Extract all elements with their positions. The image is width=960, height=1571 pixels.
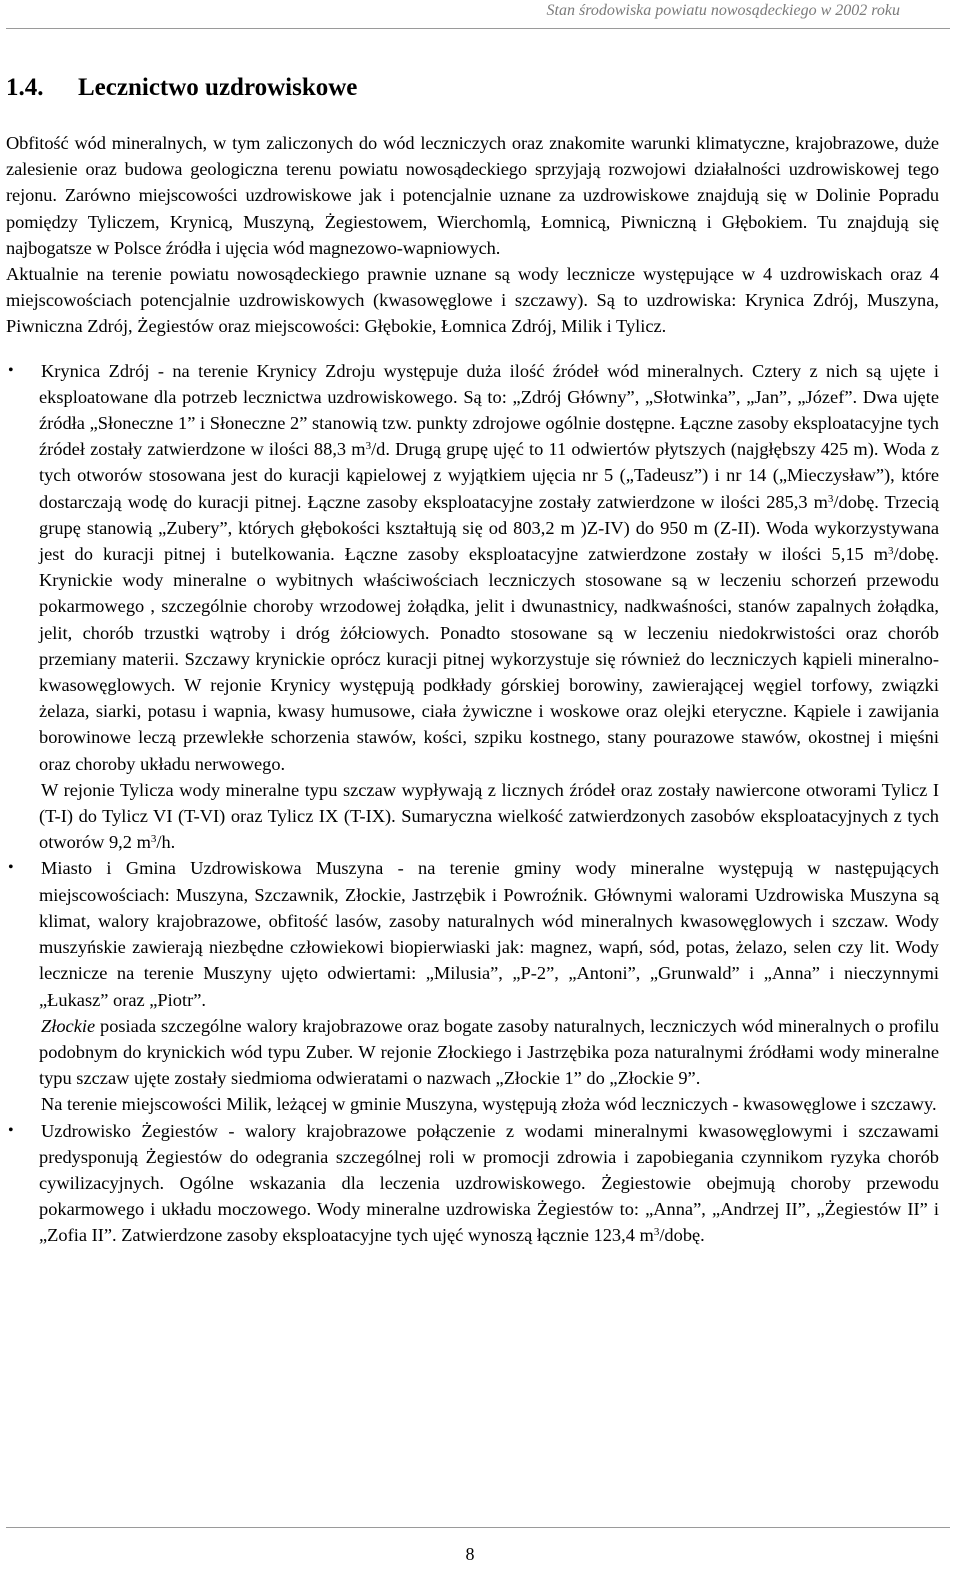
page-number: 8	[465, 1544, 475, 1564]
running-header: Stan środowiska powiatu nowosądeckiego w 2002 roku	[546, 2, 900, 19]
section-number: 1.4.	[6, 74, 44, 101]
intro-paragraph-1: Obfitość wód mineralnych, w tym zaliczonych do wód leczniczych oraz znakomite warunki klimatyczne, krajobrazowe, duże zalesienie oraz budowa geologiczna terenu powiatu nowosądeckiego sprzyjają rozwojowi działalności uzdrowiskowej tego rejonu. Zarówno miejscowości uzdrowiskowe jak i potencjalnie uznane za uzdrowiskowe znajdują się w Dolinie Popradu pomiędzy Tyliczem, Krynicą, Muszyną, Żegiestowem, Wierchomlą, Łomnicą, Piwniczną i Głębokiem. Tu znajdują się najbogatsze w Polsce źródła i ujęcia wód magnezowo-wapniowych.	[6, 133, 939, 258]
bullet-icon: •	[8, 361, 14, 379]
spa-list	[6, 358, 939, 1249]
bullet-icon: •	[8, 859, 14, 877]
zegiestow-paragraph: Uzdrowisko Żegiestów - walory krajobrazowe połączenie z wodami mineralnymi kwasowęglowymi i szczawami predysponują Żegiestów do odegrania szczególnej roli w promocji zdrowia i zapobiegania czynnikom ryzyka chorób cywilizacyjnych. Ogólne wskazania dla leczenia uzdrowiskowego. Żegiestowie obejmują choroby przewodu pokarmowego i układu moczowego. Wody mineralne uzdrowiska Żegiestów to: „Anna”, „Andrzej II”, „Żegiestów II” i „Zofia II”. Zatwierdzone zasoby eksploatacyjne tych ujęć wynoszą łącznie 123,4 $m^3$/dobę.	[39, 1120, 939, 1246]
body-text	[6, 130, 939, 1249]
milik-paragraph: Na terenie miejscowości Milik, leżącej w gminie Muszyna, występują złoża wód leczniczych - kwasowęglowe i szczawy.	[41, 1094, 937, 1115]
tylicz-paragraph: W rejonie Tylicza wody mineralne typu szczaw wypływają z licznych źródeł oraz zostały nawiercone otworami Tylicz I (T-I) do Tylicz VI (T-VI) oraz Tylicz IX (T-IX). Sumaryczna wielkość zatwierdzonych zasobów eksploatacyjnych z tych otworów 9,2 $m^3/h$.	[39, 779, 939, 853]
intro-paragraph-2: Aktualnie na terenie powiatu nowosądeckiego prawnie uznane są wody lecznicze występujące w 4 uzdrowiskach oraz 4 miejscowościach potencjalnie uzdrowiskowych (kwasowęglowe i szczawy). Są to uzdrowiska: Krynica Zdrój, Muszyna, Piwniczna Zdrój, Żegiestów oraz miejscowości: Głębokie, Łomnica Zdrój, Milik i Tylicz.	[6, 264, 939, 337]
list-item-krynica	[6, 358, 939, 856]
section-title: Lecznictwo uzdrowiskowe	[78, 74, 358, 101]
bullet-icon: •	[8, 1121, 14, 1139]
header-rule	[6, 28, 950, 29]
list-item-zegiestow	[6, 1118, 939, 1249]
zlockie-paragraph: Złockie posiada szczególne walory krajobrazowe oraz bogate zasoby naturalnych, leczniczych wód mineralnych o profilu podobnym do krynickich wód typu Zuber. W rejonie Złockiego i Jastrzębika poza naturalnymi źródłami wody mineralne typu szczaw ujęte zostały siedmioma odwieratami o nazwach „Złockie 1” do „Złockie 9”.	[39, 1015, 939, 1089]
list-item-muszyna	[6, 855, 939, 1117]
muszyna-paragraph: Miasto i Gmina Uzdrowiskowa Muszyna - na terenie gminy wody mineralne występują w następujących miejscowościach: Muszyna, Szczawnik, Złockie, Jastrzębik i Powroźnik. Głównymi walorami Uzdrowiska Muszyna są klimat, walory krajobrazowe, obfitość lasów, zasoby naturalnych wód mineralnych kwasowęglowych i szczaw. Wody muszyńskie zawierają niezbędne człowiekowi biopierwiaski jak: magnez, wapń, sód, potas, żelazo, selen czy lit. Wody lecznicze na terenie Muszyny ujęto odwiertami: „Milusia”, „P-2”, „Antoni”, „Grunwald” i „Anna” i nieczynnymi „Łukasz” oraz „Piotr”.	[39, 858, 939, 1010]
krynica-paragraph-1: Krynica Zdrój - na terenie Krynicy Zdroju występuje duża ilość źródeł wód mineralnych. Cztery z nich są ujęte i eksploatowane dla potrzeb lecznictwa uzdrowiskowego. Są to: „Zdrój Główny”, „Słotwinka”, „Jan”, „Józef”. Dwa ujęte źródła „Słoneczne 1” i Słoneczne 2” stanowią tzw. punkty zdrojowe ogólnie dostępne. Łączne zasoby eksploatacyjne tych źródeł zostały zatwierdzone w ilości 88,3 $m^3/d$. Drugą grupę ujęć to 11 odwiertów płytszych (najgłębszy 425 m). Woda z tych otworów stosowana jest do kuracji kąpielowej z wyjątkiem ujęcia nr 5 („Tadeusz”) i nr 14 („Mieczysław”), które dostarczają wodę do kuracji pitnej. Łączne zasoby eksploatacyjne zostały zatwierdzone w ilości 285,3 $m^3$/dobę. Trzecią grupę stanowią „Zubery”, których głębokości kształtują się od 803,2 m )Z-IV) do 950 m (Z-II). Woda wykorzystywana jest do kuracji pitnej i butelkowania. Łączne zasoby eksploatacyjne zatwierdzone zostały w ilości 5,15 $m^3$/dobę. Krynickie wody mineralne o wybitnych właściwościach leczniczych stosowane są w leczeniu schorzeń przewodu pokarmowego , szczególnie choroby wrzodowej żołądka, jelit i dwunastnicy, nadkwaśności, stanów zapalnych żołądka, jelit, chorób trzustki wątroby i dróg żółciowych. Ponadto stosowane są w leczeniu niedokrwistości oraz chorób przemiany materii. Szczawy krynickie oprócz kuracji pitnej wykorzystuje się również do leczniczych kąpieli mineralno-kwasowęglowych. W rejonie Krynicy występują podkłady górskiej borowiny, zawierającej węgiel torfowy, związki żelaza, siarki, potasu i wapnia, kwasy humusowe, ciała żywiczne i woskowe oraz olejki eteryczne. Kąpiele i zawijania borowinowe leczą przewlekłe schorzenia stawów, kości, szpiku kostnego, stany pourazowe stawów, okostnej i mięśni oraz choroby układu nerwowego.	[39, 360, 939, 774]
section-heading	[6, 74, 357, 102]
footer-rule	[6, 1527, 950, 1528]
